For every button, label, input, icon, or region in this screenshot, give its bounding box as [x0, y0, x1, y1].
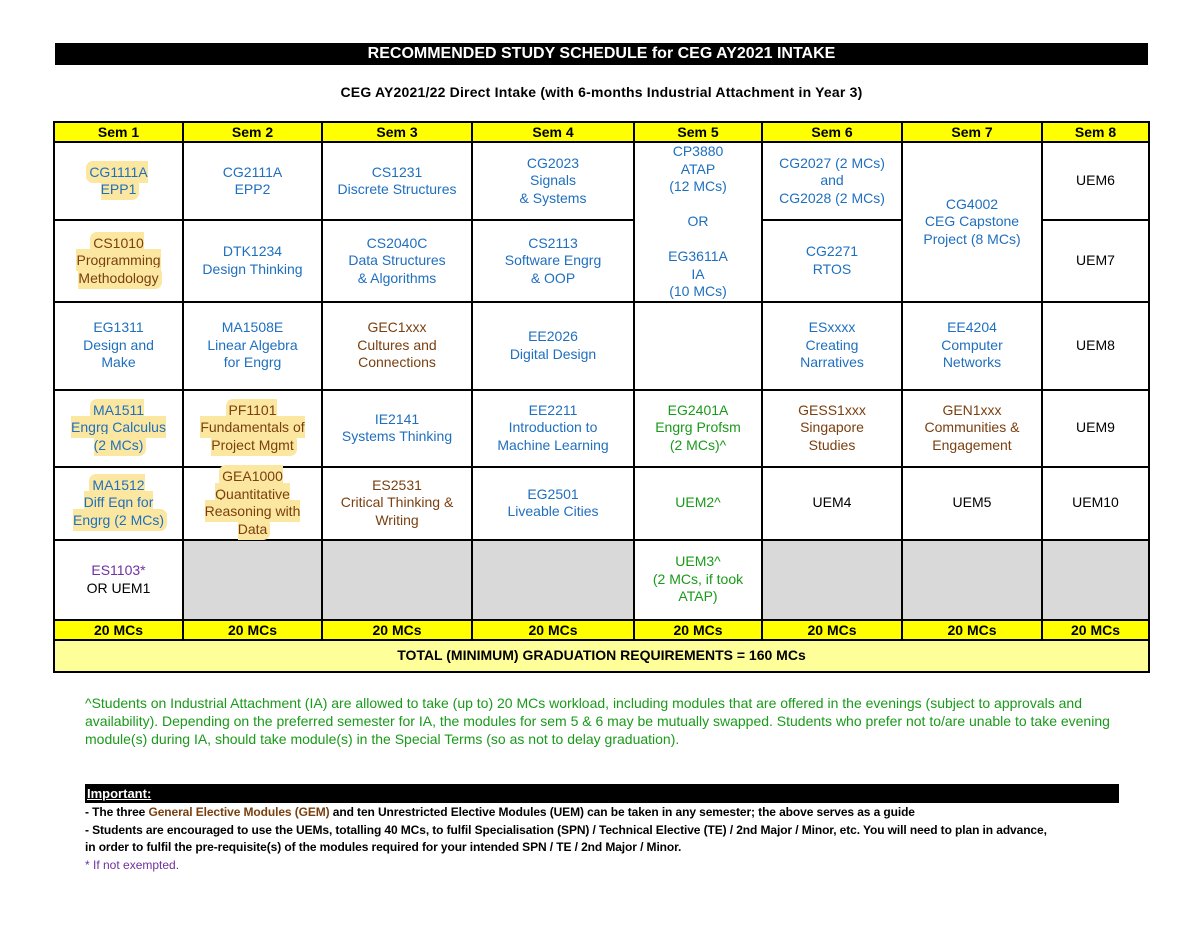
sem-3-header: Sem 3 — [322, 122, 472, 142]
semester-header-row — [54, 122, 1149, 142]
sem-mcs: 20 MCs — [902, 620, 1042, 640]
module-cell: CG2271 RTOS — [762, 220, 902, 301]
module-cell: MA1511 Engrg Calculus (2 MCs) — [54, 390, 183, 467]
module-cell: DTK1234 Design Thinking — [183, 220, 322, 301]
module-cell: EG2501 Liveable Cities — [472, 467, 634, 540]
module-cell: GEA1000 Quantitative Reasoning with Data — [183, 467, 322, 540]
module-cell: UEM5 — [902, 467, 1042, 540]
page-subtitle: CEG AY2021/22 Direct Intake (with 6-months Industrial Attachment in Year 3) — [340, 84, 863, 100]
module-cell: CS1231 Discrete Structures — [322, 142, 472, 220]
sem-mcs: 20 MCs — [54, 620, 183, 640]
sem-8-header: Sem 8 — [1042, 122, 1149, 142]
module-cell: CG2111A EPP2 — [183, 142, 322, 220]
module-cell: ES1103* OR UEM1 — [54, 540, 183, 620]
module-cell: UEM3^ (2 MCs, if took ATAP) — [634, 540, 762, 620]
empty-cell — [183, 540, 322, 620]
table-row — [54, 142, 1149, 220]
module-cell: CG2027 (2 MCs) and CG2028 (2 MCs) — [762, 142, 902, 220]
important-line-3: in order to fulfil the pre-requisite(s) of the modules required for your intended SPN / TE / 2nd Major / Minor. — [85, 840, 682, 854]
module-cell: UEM10 — [1042, 467, 1149, 540]
sem-mcs: 20 MCs — [634, 620, 762, 640]
module-cell: PF1101 Fundamentals of Project Mgmt — [183, 390, 322, 467]
total-row — [54, 640, 1149, 672]
page-title: RECOMMENDED STUDY SCHEDULE for CEG AY2021 INTAKE — [55, 43, 1148, 65]
sem-6-header: Sem 6 — [762, 122, 902, 142]
module-cell: IE2141 Systems Thinking — [322, 390, 472, 467]
module-cell: UEM4 — [762, 467, 902, 540]
module-cell: CS1010 Programming Methodology — [54, 220, 183, 301]
empty-cell — [634, 302, 762, 390]
module-cell: GEC1xxx Cultures and Connections — [322, 302, 472, 390]
module-cell: UEM7 — [1042, 220, 1149, 301]
important-line-2: - Students are encouraged to use the UEMs, totalling 40 MCs, to fulfil Specialisation (SPN) / Technical Elective (TE) / 2nd Major / Minor, etc. You will need to plan in advance, — [85, 823, 1047, 837]
empty-cell — [322, 540, 472, 620]
mcs-row — [54, 620, 1149, 640]
module-cell: UEM2^ — [634, 467, 762, 540]
table-row — [54, 302, 1149, 390]
module-cell: EG2401A Engrg Profsm (2 MCs)^ — [634, 390, 762, 467]
sem-mcs: 20 MCs — [183, 620, 322, 640]
module-cell: EE4204 Computer Networks — [902, 302, 1042, 390]
footnote: * If not exempted. — [85, 858, 180, 872]
empty-cell — [472, 540, 634, 620]
module-cell: EE2026 Digital Design — [472, 302, 634, 390]
table-row — [54, 467, 1149, 540]
module-cell: UEM9 — [1042, 390, 1149, 467]
sem-2-header: Sem 2 — [183, 122, 322, 142]
module-cell: CG1111A EPP1 — [54, 142, 183, 220]
module-cell: CS2040C Data Structures & Algorithms — [322, 220, 472, 301]
module-cell: GEN1xxx Communities & Engagement — [902, 390, 1042, 467]
module-cell-atap-ia: CP3880 ATAP (12 MCs) OR EG3611A IA (10 MCs) — [634, 142, 762, 302]
module-cell: ES2531 Critical Thinking & Writing — [322, 467, 472, 540]
important-heading: Important: — [85, 784, 1119, 803]
sem-mcs: 20 MCs — [472, 620, 634, 640]
sem-1-header: Sem 1 — [54, 122, 183, 142]
sem-mcs: 20 MCs — [1042, 620, 1149, 640]
module-cell: GESS1xxx Singapore Studies — [762, 390, 902, 467]
sem-7-header: Sem 7 — [902, 122, 1042, 142]
module-cell: EG1311 Design and Make — [54, 302, 183, 390]
module-cell: EE2211 Introduction to Machine Learning — [472, 390, 634, 467]
empty-cell — [902, 540, 1042, 620]
module-cell: CS2113 Software Engrg & OOP — [472, 220, 634, 301]
sem-5-header: Sem 5 — [634, 122, 762, 142]
empty-cell — [1042, 540, 1149, 620]
module-cell-capstone: CG4002 CEG Capstone Project (8 MCs) — [902, 142, 1042, 302]
module-cell: MA1508E Linear Algebra for Engrg — [183, 302, 322, 390]
sem-4-header: Sem 4 — [472, 122, 634, 142]
table-row — [54, 540, 1149, 620]
table-row — [54, 390, 1149, 467]
ia-note: ^Students on Industrial Attachment (IA) are allowed to take (up to) 20 MCs workload, including modules that are offered in the evenings (subject to approvals and availability). Depending on the preferred semester for IA, the modules for sem 5 & 6 may be mutually swapped. Students who prefer not to/are unable to take evening module(s) during IA, should take module(s) in the Special Terms (so as not to delay graduation). — [85, 695, 1110, 747]
module-cell: ESxxxx Creating Narratives — [762, 302, 902, 390]
sem-mcs: 20 MCs — [762, 620, 902, 640]
total-requirements: TOTAL (MINIMUM) GRADUATION REQUIREMENTS = 160 MCs — [54, 640, 1149, 672]
important-line-1: - The three General Elective Modules (GEM) and ten Unrestricted Elective Modules (UEM) can be taken in any semester; the above serves as a guide — [85, 805, 915, 819]
module-cell: CG2023 Signals & Systems — [472, 142, 634, 220]
empty-cell — [762, 540, 902, 620]
module-cell: MA1512 Diff Eqn for Engrg (2 MCs) — [54, 467, 183, 540]
module-cell: UEM6 — [1042, 142, 1149, 220]
module-cell: UEM8 — [1042, 302, 1149, 390]
schedule-table — [53, 121, 1150, 673]
sem-mcs: 20 MCs — [322, 620, 472, 640]
